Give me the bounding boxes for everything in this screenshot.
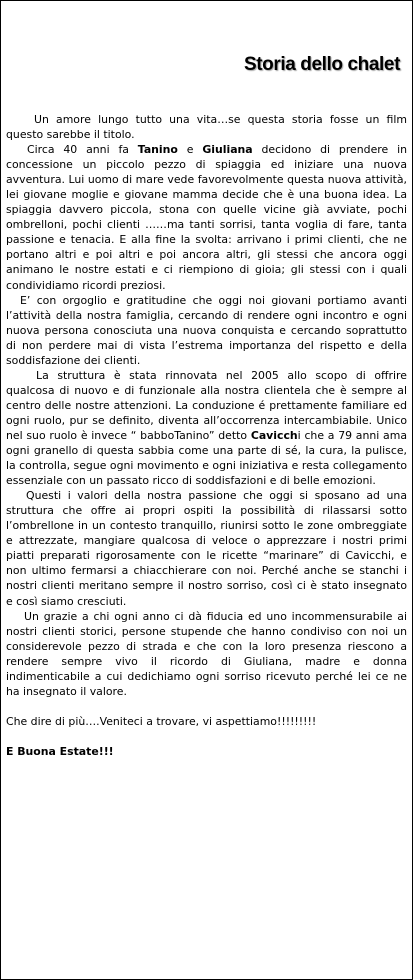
text-segment: Circa 40 anni fa <box>27 143 138 157</box>
story-article <box>6 112 407 759</box>
paragraph-structure <box>6 368 407 488</box>
paragraph-intro: Un amore lungo tutto una vita…se questa storia fosse un film questo sarebbe il titolo. <box>6 113 407 142</box>
page-title: Storia dello chalet <box>243 54 400 75</box>
paragraph-beginnings <box>6 142 407 292</box>
paragraph-values: Questi i valori della nostra passione che oggi si sposano ad una struttura che offre ai propri ospiti la possibilità di rilassarsi sotto l’ombrellone in un contesto tranquillo, riunirsi sotto le zone ombreggiate e attrezzate, mangiare qualcosa di veloce o apprezzare i nostri primi piatti preparati rigorosamente con le ricette “marinare” di Cavicchi, e non ultimo fermarsi a chiacchierare con noi. Perché anche se stanchi i nostri clienti meritano sempre il nostro sorriso, così ci è stato insegnato e così siamo cresciuti. <box>6 489 407 608</box>
paragraph-today: E’ con orgoglio e gratitudine che oggi noi giovani portiamo avanti l’attività della nostra famiglia, cercando di rendere ogni incontro e ogni nuova persona conosciuta una nuova conquista e cercando soprattutto di non perdere mai di vista l’estrema importanza del rispetto e della soddisfazione dei clienti. <box>6 293 407 367</box>
signoff-line: E Buona Estate!!! <box>6 744 114 758</box>
name-tanino: Tanino <box>137 143 178 157</box>
paragraph-thanks: Un grazie a chi ogni anno ci dà fiducia ed uno incommensurabile ai nostri clienti storici, persone stupende che hanno condiviso con noi un considerevole pezzo di strada e che con la loro presenza riescono a rendere sempre vivo il ricordo di Giuliana, madre e donna indimenticabile a cui dedichiamo ogni sorriso ricevuto perché lei ce ne ha insegnato il valore. <box>6 609 407 698</box>
text-segment: i che a 79 anni ama ogni granello di questa sabbia come una parte di sé, la cura, la pulisce, la controlla, segue ogni movimento e ogni iniziativa e resta collegamento essenziale con un passato ricco di soddisfazioni e di belle emozioni. <box>6 428 408 488</box>
closing-line: Che dire di più….Veniteci a trovare, vi aspettiamo!!!!!!!!! <box>6 714 317 728</box>
name-cavicchi: Cavicch <box>250 428 298 442</box>
text-segment: e <box>177 143 203 157</box>
text-segment: La struttura è stata rinnovata nel 2005 allo scopo di offrire qualcosa di nuovo e di funzionale alla nostra clientela che è sempre al centro delle nostre attenzioni. La conduzione é prettamente familiare ed ogni ruolo, pur se definito, diventa all’occorrenza intercambiabile. Unico nel suo ruolo è invece “ babboTanino” detto <box>6 368 407 442</box>
name-giuliana: Giuliana <box>202 143 253 157</box>
text-segment: decidono di prendere in concessione un piccolo pezzo di spiaggia ed iniziare una nuova avventura. Lui uomo di mare vede favorevolmente questa nuova attività, lei giovane moglie e giovane mamma decide che è una buona idea. La spiaggia davvero piccola, stona con quelle vicine già avviate, pochi ombrelloni, pochi clienti ……ma tanti sorrisi, tanta voglia di fare, tanta passione e tenacia. E alla fine la svolta: arrivano i primi clienti, che ne portano altri e poi altri e poi ancora altri, gli stessi che ancora oggi animano le nostre estati e ci riempiono di gioia; gli stessi con i quali condividiamo ricordi preziosi. <box>6 143 407 292</box>
